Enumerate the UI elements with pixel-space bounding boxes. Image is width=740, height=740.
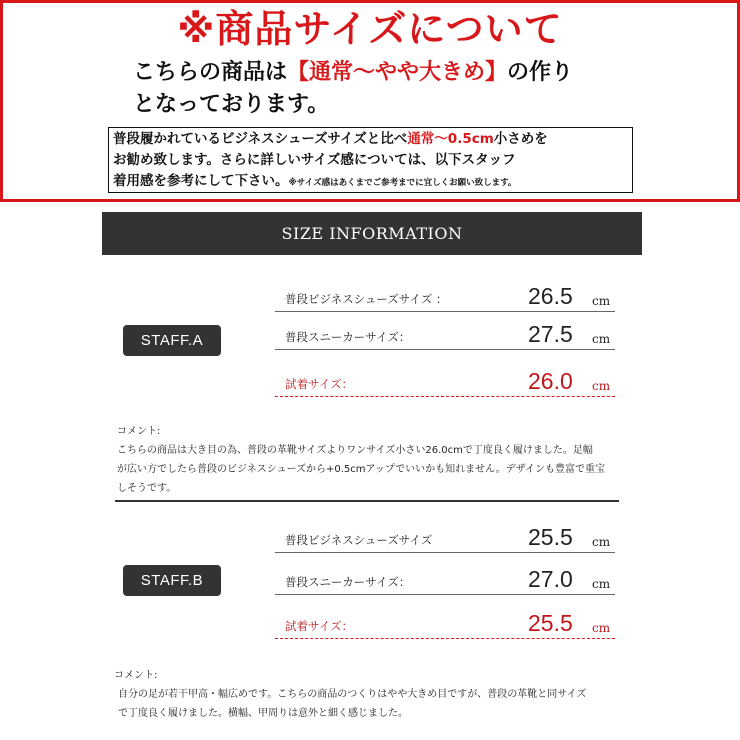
notice-detail-line3 (113, 171, 628, 194)
notice-lead-text-end: の作り (507, 60, 574, 85)
detail-small-note: ※サイズ感はあくまでご参考までに宜しくお願い致します。 (288, 178, 517, 188)
notice-detail-line1 (113, 129, 628, 150)
comment-heading: コメント: (114, 670, 158, 681)
notice-title: ※商品サイズについて (177, 7, 563, 51)
notice-lead-line1 (133, 58, 573, 88)
row-unit: cm (592, 379, 611, 393)
notice-lead-line2: となっております。 (133, 92, 330, 117)
notice-detail-line2: お勧め致します。さらに詳しいサイズ感については、以下スタッフ (113, 152, 516, 168)
size-information-banner: SIZE INFORMATION (102, 212, 642, 255)
row-label: 普段スニーカーサイズ： (285, 575, 411, 589)
row-underline (275, 349, 615, 350)
row-unit: cm (592, 535, 611, 549)
comment-line: しそうです。 (117, 483, 177, 494)
notice-lead-highlight: 【通常～やや大きめ】 (287, 60, 508, 85)
detail-text: 着用感を参考にして下さい。 (113, 173, 289, 189)
row-label: 試着サイズ： (285, 619, 354, 633)
row-value: 25.5 (528, 610, 573, 636)
staff-a-business-size-row (275, 270, 615, 312)
detail-highlight: 通常～0.5cm (407, 131, 494, 147)
row-value: 26.5 (528, 283, 573, 309)
row-unit: cm (592, 621, 611, 635)
row-value: 27.5 (528, 321, 573, 347)
row-underline (275, 638, 615, 639)
comment-line: こちらの商品は大き目の為、普段の革靴サイズよりワンサイズ小さい26.0cmで丁度良く履けました。足幅 (117, 445, 593, 456)
size-notice-box (0, 0, 740, 202)
detail-text-end: 小さめを (493, 131, 548, 147)
row-label: 普段ビジネスシューズサイズ (285, 533, 433, 547)
detail-text: 普段履かれているビジネスシューズサイズと比べ (113, 131, 408, 147)
row-value: 27.0 (528, 566, 573, 592)
section-divider (115, 500, 619, 502)
row-underline (275, 396, 615, 397)
staff-a-fitting-size-row (275, 355, 615, 397)
staff-a-sneaker-size-row (275, 308, 615, 350)
staff-a-comment (117, 422, 617, 498)
row-unit: cm (592, 332, 611, 346)
comment-line: が広い方でしたら普段のビジネスシューズから+0.5cmアップでいいかも知れません。デザインも豊富で重宝 (117, 464, 606, 475)
comment-heading: コメント: (117, 426, 161, 437)
staff-b-fitting-size-row (275, 597, 615, 639)
row-label: 普段スニーカーサイズ： (285, 330, 411, 344)
row-value: 25.5 (528, 524, 573, 550)
notice-lead-text: こちらの商品は (133, 60, 288, 85)
row-unit: cm (592, 294, 611, 308)
staff-b-comment (114, 666, 634, 723)
row-label: 試着サイズ： (285, 377, 354, 391)
comment-line: で丁度良く履けました。横幅、甲周りは意外と細く感じました。 (118, 708, 408, 719)
staff-a-badge: STAFF.A (123, 325, 221, 356)
staff-b-badge: STAFF.B (123, 565, 221, 596)
notice-detail-box (108, 127, 633, 193)
row-label: 普段ビジネスシューズサイズ ： (285, 292, 448, 306)
row-unit: cm (592, 577, 611, 591)
comment-line: 自分の足が若干甲高・幅広めです。こちらの商品のつくりはやや大きめ目ですが、普段の革靴と同サイズ (118, 689, 587, 700)
staff-b-sneaker-size-row (275, 553, 615, 595)
row-value: 26.0 (528, 368, 573, 394)
row-underline (275, 594, 615, 595)
staff-b-business-size-row (275, 511, 615, 553)
